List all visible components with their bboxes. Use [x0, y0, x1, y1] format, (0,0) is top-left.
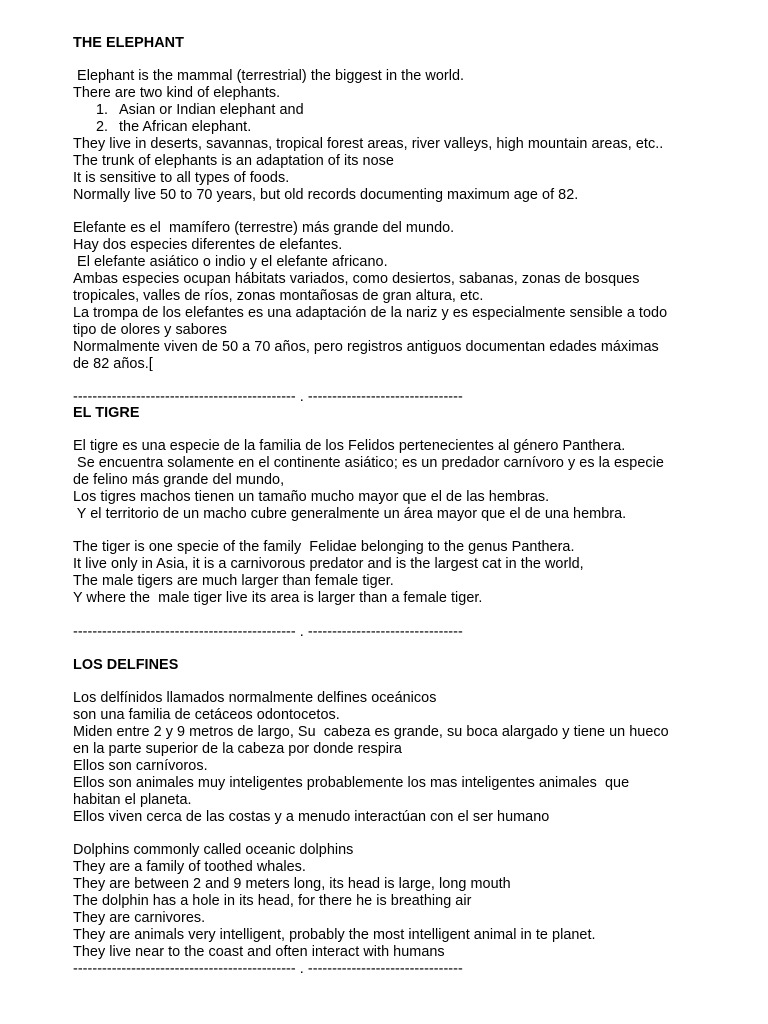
section-separator: ---------------------------------------------- . -------------------------------- [73, 389, 463, 405]
tiger-es-line: El tigre es una especie de la familia de los Felidos pertenecientes al género Panthera. [73, 438, 626, 454]
elephant-en-line: There are two kind of elephants. [73, 85, 281, 101]
dolphins-es-line: son una familia de cetáceos odontocetos. [73, 707, 340, 723]
tiger-en-line: Y where the male tiger live its area is larger than a female tiger. [73, 590, 483, 606]
section-separator: ---------------------------------------------- . -------------------------------- [73, 624, 463, 640]
elephant-list-item [96, 102, 304, 119]
elephant-en-line: The trunk of elephants is an adaptation of its nose [73, 153, 394, 169]
elephant-es-line: La trompa de los elefantes es una adaptación de la nariz y es especialmente sensible a todo [73, 305, 668, 321]
dolphins-en-line: Dolphins commonly called oceanic dolphins [73, 842, 354, 858]
dolphins-es-line: Ellos son animales muy inteligentes probablemente los mas inteligentes animales que [73, 775, 630, 791]
section-separator: ---------------------------------------------- . -------------------------------- [73, 961, 463, 977]
tiger-en-line: It live only in Asia, it is a carnivorous predator and is the largest cat in the world, [73, 556, 584, 572]
elephant-list-item [96, 119, 251, 136]
dolphins-en-line: They are a family of toothed whales. [73, 859, 306, 875]
elephant-es-line: de 82 años.[ [73, 356, 153, 372]
dolphins-en-line: They are between 2 and 9 meters long, its head is large, long mouth [73, 876, 511, 892]
elephant-en-line: Normally live 50 to 70 years, but old records documenting maximum age of 82. [73, 187, 579, 203]
dolphins-en-line: They are carnivores. [73, 910, 206, 926]
elephant-es-line: Normalmente viven de 50 a 70 años, pero registros antiguos documentan edades máximas [73, 339, 659, 355]
tiger-en-line: The tiger is one specie of the family Felidae belonging to the genus Panthera. [73, 539, 575, 555]
elephant-es-line: tropicales, valles de ríos, zonas montañosas de gran altura, etc. [73, 288, 484, 304]
elephant-es-line: Hay dos especies diferentes de elefantes. [73, 237, 343, 253]
dolphins-en-line: The dolphin has a hole in its head, for there he is breathing air [73, 893, 472, 909]
dolphins-es-line: Miden entre 2 y 9 metros de largo, Su cabeza es grande, su boca alargado y tiene un hueco [73, 724, 669, 740]
tiger-es-line: de felino más grande del mundo, [73, 472, 285, 488]
tiger-heading: EL TIGRE [73, 405, 140, 421]
list-text: Asian or Indian elephant and [119, 102, 304, 118]
dolphins-es-line: Los delfínidos llamados normalmente delfines oceánicos [73, 690, 437, 706]
elephant-en-line: It is sensitive to all types of foods. [73, 170, 290, 186]
tiger-es-line: Se encuentra solamente en el continente asiático; es un predador carnívoro y es la especie [73, 455, 664, 471]
list-number: 1. [96, 102, 109, 118]
elephant-heading: THE ELEPHANT [73, 35, 184, 51]
dolphins-en-line: They are animals very intelligent, probably the most intelligent animal in te planet. [73, 927, 596, 943]
elephant-es-line: Ambas especies ocupan hábitats variados, como desiertos, sabanas, zonas de bosques [73, 271, 640, 287]
tiger-es-line: Y el territorio de un macho cubre generalmente un área mayor que el de una hembra. [73, 506, 627, 522]
dolphins-es-line: habitan el planeta. [73, 792, 192, 808]
dolphins-es-line: en la parte superior de la cabeza por donde respira [73, 741, 402, 757]
tiger-es-line: Los tigres machos tienen un tamaño mucho mayor que el de las hembras. [73, 489, 550, 505]
dolphins-en-line: They live near to the coast and often interact with humans [73, 944, 445, 960]
elephant-es-line: tipo de olores y sabores [73, 322, 227, 338]
elephant-es-line: El elefante asiático o indio y el elefante africano. [73, 254, 388, 270]
list-number: 2. [96, 119, 109, 135]
dolphins-es-line: Ellos son carnívoros. [73, 758, 208, 774]
tiger-en-line: The male tigers are much larger than female tiger. [73, 573, 394, 589]
list-text: the African elephant. [119, 119, 252, 135]
dolphins-heading: LOS DELFINES [73, 657, 179, 673]
elephant-en-line: They live in deserts, savannas, tropical forest areas, river valleys, high mountain areas, etc.. [73, 136, 664, 152]
elephant-es-line: Elefante es el mamífero (terrestre) más grande del mundo. [73, 220, 455, 236]
elephant-en-line: Elephant is the mammal (terrestrial) the biggest in the world. [73, 68, 465, 84]
dolphins-es-line: Ellos viven cerca de las costas y a menudo interactúan con el ser humano [73, 809, 550, 825]
